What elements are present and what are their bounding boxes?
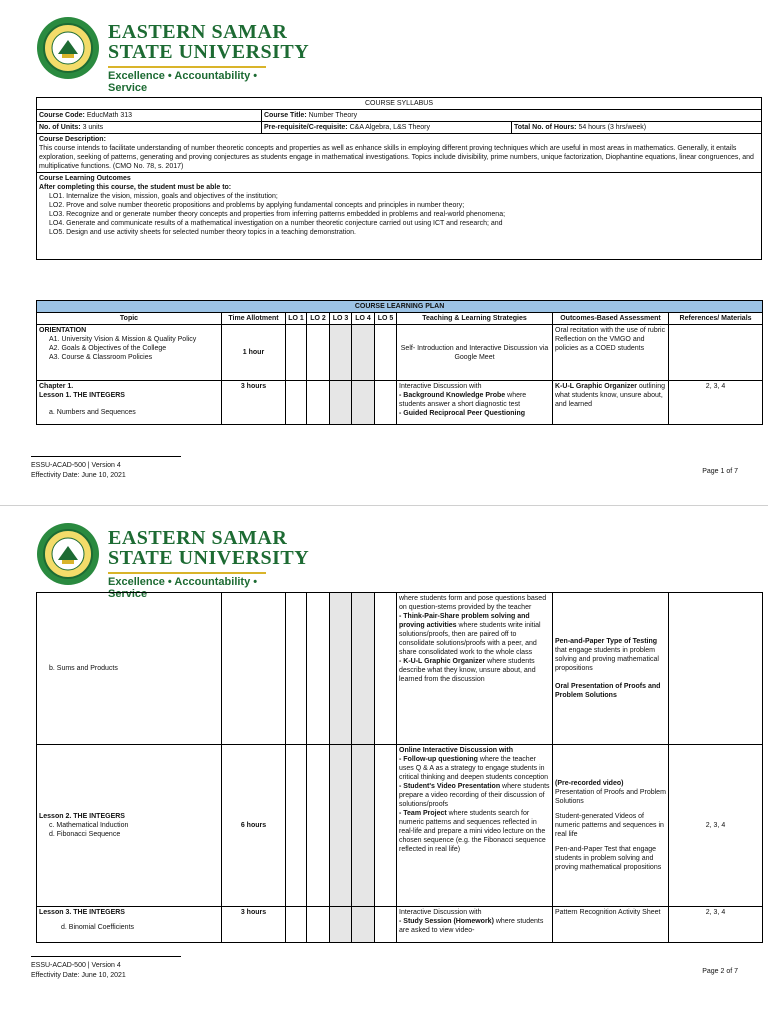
course-code-label: Course Code:: [39, 112, 85, 119]
lo-cell: [330, 907, 352, 943]
assessment-name: K-U-L Graphic Organizer: [555, 383, 637, 390]
assessment-text: Student-generated Videos of numeric patterns and sequences in real life: [555, 813, 664, 838]
strategy-intro: Interactive Discussion with: [399, 909, 482, 916]
university-name-line1: EASTERN SAMAR: [108, 21, 288, 43]
sums-refs: [669, 593, 763, 745]
strategy-text: where students answer a short diagnostic test: [399, 392, 527, 408]
assessment-text: Pen-and-Paper Test that engage students in problem solving and proving mathematical propositions: [555, 846, 662, 871]
lesson2-time: 6 hours: [222, 745, 286, 907]
hours-label: Total No. of Hours:: [514, 124, 577, 131]
university-name-line2: STATE UNIVERSITY: [108, 547, 310, 569]
table-row: [37, 325, 763, 381]
strategy-text: where students describe what they know, unsure about, and learned from the discussion: [399, 658, 536, 683]
strategy-name: - K-U-L Graphic Organizer: [399, 658, 486, 665]
lo-cell: [375, 907, 397, 943]
lesson-title: Lesson 1. THE INTEGERS: [39, 392, 125, 399]
university-seal-icon: [36, 522, 100, 586]
lesson-subtopic: c. Mathematical Induction: [49, 822, 129, 829]
hours-cell: [512, 122, 762, 134]
chapter1-assessment: [553, 381, 669, 425]
lo-cell: [330, 593, 352, 745]
lo-cell: [352, 907, 375, 943]
strategy-name: - Study Session (Homework): [399, 918, 494, 925]
assessment-text: outlining what students know, unsure about, and learned: [555, 383, 665, 408]
orientation-item: A1. University Vision & Mission & Quality Policy: [49, 336, 197, 343]
page-2: [0, 505, 768, 1011]
description-cell: [37, 134, 762, 173]
sums-time: [222, 593, 286, 745]
footer-date: Effectivity Date: June 10, 2021: [31, 472, 126, 479]
university-name-line1: EASTERN SAMAR: [108, 527, 288, 549]
header-refs: References/ Materials: [669, 313, 763, 325]
outcomes-cell: [37, 173, 762, 260]
university-header: [108, 22, 309, 94]
lesson2-topic: [37, 745, 222, 907]
lo-cell: [352, 381, 375, 425]
description-text: This course intends to facilitate understanding of number theoretic concepts and properties as well as enhance skills in employing different proving techniques which are useful in most areas in mathematics. Generally, it entails exploration, seeking of patterns, generating and proving conjectures as students engage in mathematical investigations. Topics include divisibility, prime numbers, unique factorization, Diophantine equations, linear congruences, and multiplicative functions. (CMO No. 78, s. 2017): [39, 145, 754, 170]
strategy-text: where students write initial solutions/proofs, then are paired off to consolidate solutions/proofs with a peer, and share consolidated work to the whole class: [399, 622, 541, 656]
strategy-text: where students search for numeric patterns and sequences reflected in real-life and prepare a mini video lecture on the chosen sequence (e.g. the Fibonacci sequence reflected in real life): [399, 810, 546, 853]
course-title: Number Theory: [308, 112, 358, 119]
learning-plan-table: [36, 300, 763, 425]
footer-code: ESSU-ACAD-500 | Version 4: [31, 962, 121, 969]
sums-topic: [37, 593, 222, 745]
lo-cell: [286, 325, 307, 381]
orientation-time: 1 hour: [222, 325, 286, 381]
chapter1-topic: [37, 381, 222, 425]
strategy-name: - Think-Pair-Share problem solving and proving activities: [399, 613, 530, 629]
lo-cell: [375, 381, 397, 425]
lesson-subtopic: d. Fibonacci Sequence: [49, 831, 121, 838]
outcome-lo1: LO1. Internalize the vision, mission, goals and objectives of the institution;: [49, 193, 278, 200]
lo-cell: [286, 745, 307, 907]
lo-cell: [375, 745, 397, 907]
table-row: [37, 745, 763, 907]
outcome-lo3: LO3. Recognize and or generate number theory concepts and properties from inferring patterns embedded in problems and real-world phenomena;: [49, 211, 506, 218]
units-cell: [37, 122, 262, 134]
table-row: [37, 381, 763, 425]
lesson-subtopic: a. Numbers and Sequences: [49, 409, 136, 416]
university-motto: Excellence • Accountability • Service: [108, 572, 266, 600]
lo-cell: [307, 381, 330, 425]
lesson-title: Lesson 2. THE INTEGERS: [39, 813, 125, 820]
course-title-label: Course Title:: [264, 112, 307, 119]
plan-title: COURSE LEARNING PLAN: [37, 301, 763, 313]
strategy-name: - Follow-up questioning: [399, 756, 478, 763]
strategy-text: where students are asked to view video-: [399, 918, 544, 934]
outcome-lo4: LO4. Generate and communicate results of a mathematical investigation on a number theoretic conjecture carried out using ICT and research; and: [49, 220, 503, 227]
syllabus-title: COURSE SYLLABUS: [37, 98, 762, 110]
prereq-cell: [262, 122, 512, 134]
header-lo5: LO 5: [375, 313, 397, 325]
outcome-lo5: LO5. Design and use activity sheets for selected number theory topics in a teaching demonstration.: [49, 229, 357, 236]
units: 3 units: [82, 124, 104, 131]
header-time: Time Allotment: [222, 313, 286, 325]
orientation-assessment: Oral recitation with the use of rubric Reflection on the VMGO and policies as a COED students: [553, 325, 669, 381]
assessment-name: (Pre-recorded video): [555, 780, 624, 787]
sums-assessment: [553, 593, 669, 745]
header-strategies: Teaching & Learning Strategies: [397, 313, 553, 325]
page-1: [0, 0, 768, 505]
lesson3-refs: 2, 3, 4: [669, 907, 763, 943]
assessment-name: Pen-and-Paper Type of Testing: [555, 638, 658, 645]
strategy-text: where the teacher uses Q & A as a strategy to engage students in critical thinking and deepen students conception: [399, 756, 549, 781]
orientation-item: A2. Goals & Objectives of the College: [49, 345, 167, 352]
strategy-name: - Guided Reciprocal Peer Questioning: [399, 410, 526, 417]
course-title-cell: [262, 110, 762, 122]
units-label: No. of Units:: [39, 124, 81, 131]
sums-strategies: [397, 593, 553, 745]
page-footer: [31, 956, 181, 981]
orientation-refs: [669, 325, 763, 381]
strategy-name: - Background Knowledge Probe: [399, 392, 506, 399]
syllabus-table: [36, 97, 762, 260]
footer-date: Effectivity Date: June 10, 2021: [31, 972, 126, 979]
university-header: [108, 528, 309, 600]
lo-cell: [375, 325, 397, 381]
strategy-intro: Online Interactive Discussion with: [399, 747, 513, 754]
lo-cell: [286, 593, 307, 745]
orientation-item: A3. Course & Classroom Policies: [49, 354, 153, 361]
lesson3-time: 3 hours: [222, 907, 286, 943]
lesson-subtopic: b. Sums and Products: [49, 665, 118, 672]
course-code-cell: [37, 110, 262, 122]
chapter1-time: 3 hours: [222, 381, 286, 425]
lesson2-refs: 2, 3, 4: [669, 745, 763, 907]
lo-cell: [286, 907, 307, 943]
lo-cell: [307, 325, 330, 381]
footer-rule: [31, 456, 181, 457]
orientation-title: ORIENTATION: [39, 327, 87, 334]
lo-cell: [330, 325, 352, 381]
course-code: EducMath 313: [86, 112, 133, 119]
lo-cell: [307, 593, 330, 745]
header-lo1: LO 1: [286, 313, 307, 325]
page-footer: [31, 456, 181, 481]
orientation-topic: [37, 325, 222, 381]
lo-cell: [375, 593, 397, 745]
header-topic: Topic: [37, 313, 222, 325]
footer-code: ESSU-ACAD-500 | Version 4: [31, 462, 121, 469]
prereq-label: Pre-requisite/C-requisite:: [264, 124, 348, 131]
footer-rule: [31, 956, 181, 957]
strategy-text: where students form and pose questions based on question-stems provided by the teacher: [399, 595, 547, 611]
assessment-name: Oral Presentation of Proofs and Problem Solutions: [555, 683, 661, 699]
header-assessment: Outcomes-Based Assessment: [553, 313, 669, 325]
lo-cell: [352, 593, 375, 745]
lo-cell: [330, 745, 352, 907]
lo-cell: [286, 381, 307, 425]
page-number: Page 1 of 7: [702, 468, 738, 475]
outcomes-intro: After completing this course, the student must be able to:: [39, 184, 232, 191]
strategy-intro: Interactive Discussion with: [399, 383, 482, 390]
lo-cell: [307, 907, 330, 943]
header-lo3: LO 3: [330, 313, 352, 325]
lesson3-topic: [37, 907, 222, 943]
table-row: [37, 593, 763, 745]
lo-cell: [330, 381, 352, 425]
outcomes-label: Course Learning Outcomes: [39, 175, 131, 182]
header-lo4: LO 4: [352, 313, 375, 325]
header-lo2: LO 2: [307, 313, 330, 325]
lesson3-strategies: [397, 907, 553, 943]
assessment-text: Presentation of Proofs and Problem Solutions: [555, 789, 666, 805]
lo-cell: [352, 325, 375, 381]
university-name-line2: STATE UNIVERSITY: [108, 41, 310, 63]
assessment-text: that engage students in problem solving and proving mathematical propositions: [555, 647, 659, 672]
lo-cell: [352, 745, 375, 907]
chapter1-strategies: [397, 381, 553, 425]
lesson2-strategies: [397, 745, 553, 907]
prereq: C&A Algebra, L&S Theory: [349, 124, 431, 131]
lesson2-assessment: [553, 745, 669, 907]
outcome-lo2: LO2. Prove and solve number theoretic propositions and problems by applying fundamental concepts and principles in number theory;: [49, 202, 465, 209]
strategy-text: where students prepare a video recording of their discussion of solutions/proofs: [399, 783, 550, 808]
university-seal-icon: [36, 16, 100, 80]
page-number: Page 2 of 7: [702, 968, 738, 975]
lesson-subtopic: d. Binomial Coefficients: [61, 924, 135, 931]
strategy-name: - Student's Video Presentation: [399, 783, 501, 790]
chapter1-refs: 2, 3, 4: [669, 381, 763, 425]
table-row: [37, 907, 763, 943]
orientation-strategies: Self- Introduction and Interactive Discussion via Google Meet: [397, 325, 553, 381]
hours: 54 hours (3 hrs/week): [578, 124, 647, 131]
chapter-title: Chapter 1.: [39, 383, 74, 390]
lesson3-assessment: Pattern Recognition Activity Sheet: [553, 907, 669, 943]
lo-cell: [307, 745, 330, 907]
university-motto: Excellence • Accountability • Service: [108, 66, 266, 94]
learning-plan-table-continued: [36, 592, 763, 943]
lesson-title: Lesson 3. THE INTEGERS: [39, 909, 125, 916]
description-label: Course Description:: [39, 136, 106, 143]
strategy-name: - Team Project: [399, 810, 447, 817]
